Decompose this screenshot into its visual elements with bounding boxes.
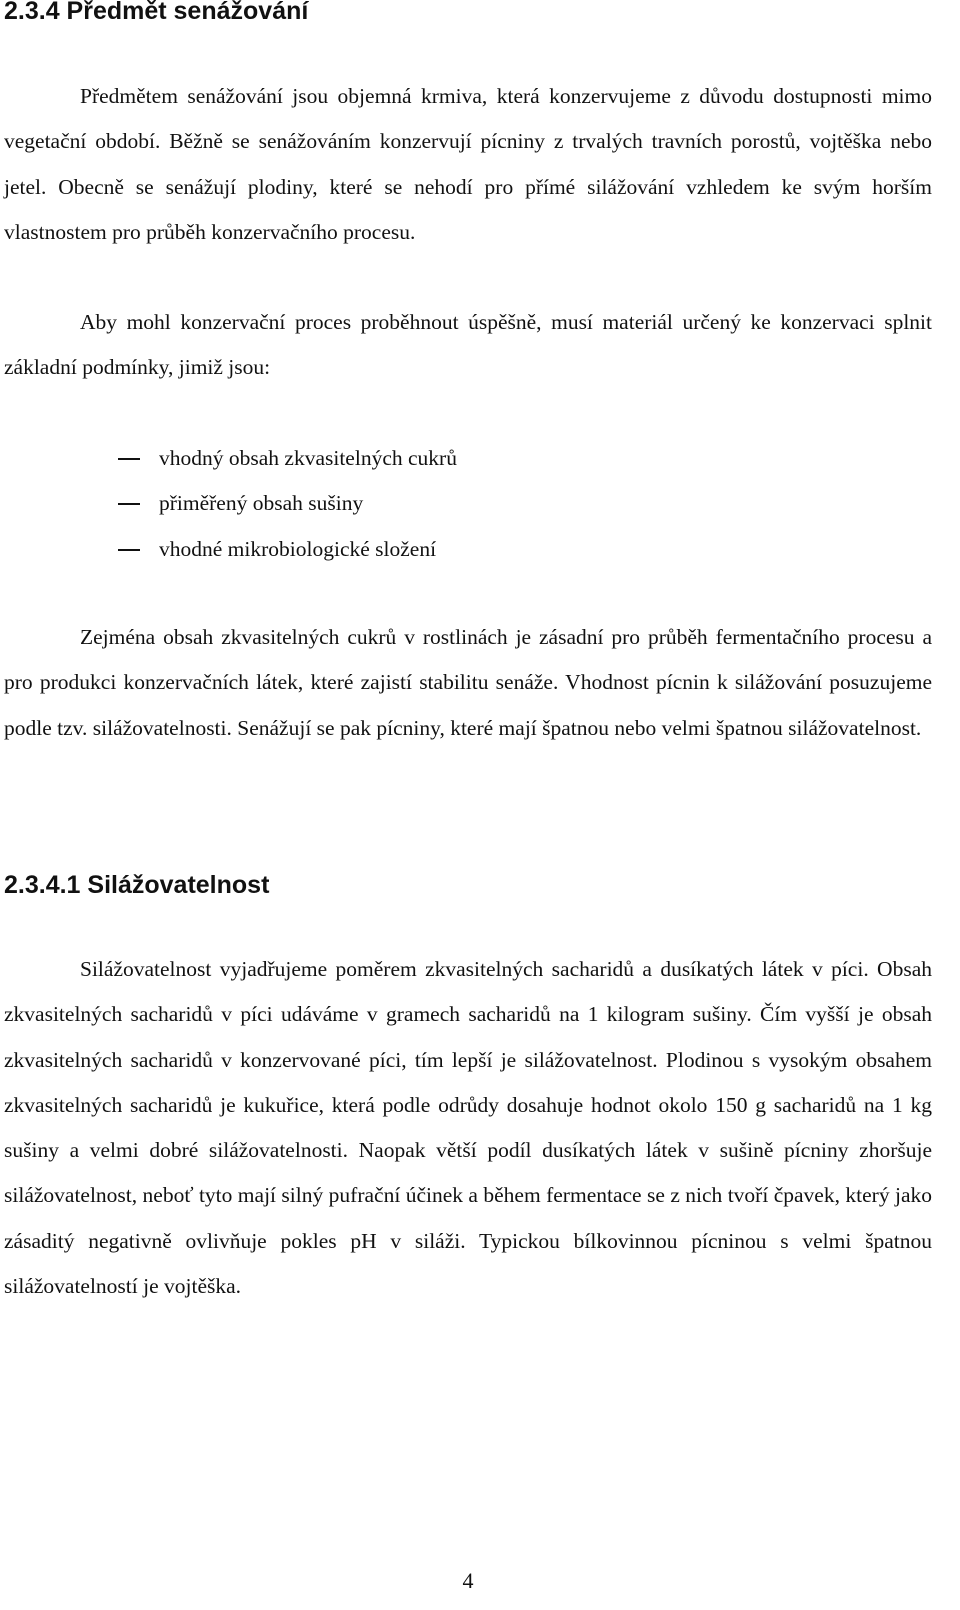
conditions-list [4,436,932,572]
list-item [4,436,932,481]
list-item-text: přiměřený obsah sušiny [159,491,364,516]
list-item [4,527,932,572]
dash-bullet-icon [118,549,140,551]
subsection-heading: 2.3.4.1 Silážovatelnost [4,871,270,899]
paragraph-conditions-intro: Aby mohl konzervační proces proběhnout úspěšně, musí materiál určený ke konzervaci splnit základní podmínky, jimiž jsou: [4,310,932,380]
list-item-text: vhodný obsah zkvasitelných cukrů [159,446,457,470]
list-item-text: vhodné mikrobiologické složení [159,536,437,561]
page-number: 4 [462,1568,474,1593]
dash-bullet-icon [118,503,140,505]
paragraph-silazovatelnost: Silážovatelnost vyjadřujeme poměrem zkvasitelných sacharidů a dusíkatých látek v píci. Obsah zkvasitelných sacharidů v píci udáváme v gramech sacharidů na 1 kilogram sušiny. Čím vyšší je obsah zkvasitelných sacharidů v konzervované píci, tím lepší je silážovatelnost. Plodinou s vysokým obsahem zkvasitelných sacharidů je kukuřice, která podle odrůdy dosahuje hodnot okolo 150 g sacharidů na 1 kg sušiny a velmi dobré silážovatelnosti. Naopak větší podíl dusíkatých látek v sušině pícniny zhoršuje silážovatelnost, neboť tyto mají silný pufrační účinek a během fermentace se z nich tvoří čpavek, který jako zásaditý negativně ovlivňuje pokles pH v siláži. Typickou bílkovinnou pícninou s velmi špatnou silážovatelností je vojtěška. [4,957,932,1299]
section-heading: 2.3.4 Předmět senážování [4,0,309,25]
paragraph-intro: Předmětem senážování jsou objemná krmiva, která konzervujeme z důvodu dostupnosti mimo vegetační období. Běžně se senážováním konzervují pícniny z trvalých travních porostů, vojtěška nebo jetel. Obecně se senážují plodiny, které se nehodí pro přímé silážování vzhledem ke svým horším vlastnostem pro průběh konzervačního procesu. [4,84,932,244]
dash-bullet-icon [118,458,140,460]
paragraph-sugars: Zejména obsah zkvasitelných cukrů v rostlinách je zásadní pro průběh fermentačního procesu a pro produkci konzervačních látek, které zajistí stabilitu senáže. Vhodnost pícnin k silážování posuzujeme podle tzv. silážovatelnosti. Senážují se pak pícniny, které mají špatnou nebo velmi špatnou silážovatelnost. [4,625,932,740]
list-item [4,481,932,526]
